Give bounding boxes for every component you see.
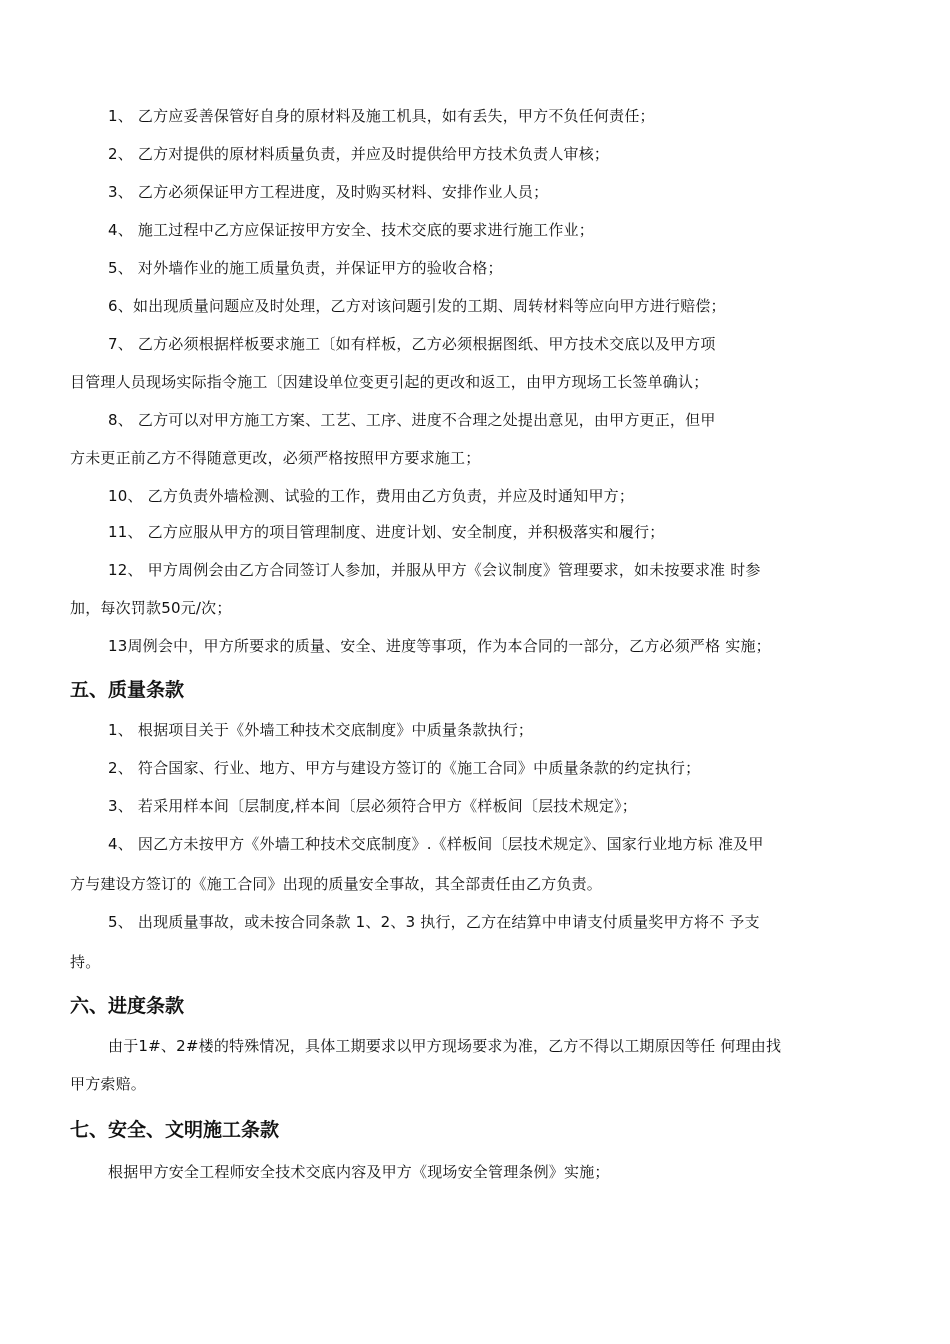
- clause-line: 2、 乙方对提供的原材料质量负责，并应及时提供给甲方技术负责人审核；: [108, 145, 610, 163]
- clause-line: 根据甲方安全工程师安全技术交底内容及甲方《现场安全管理条例》实施；: [108, 1163, 610, 1181]
- clause-line: 由于1#、2#楼的特殊情况，具体工期要求以甲方现场要求为准，乙方不得以工期原因等任 何理由找: [108, 1037, 782, 1055]
- clause-line: 4、 因乙方未按甲方《外墙工种技术交底制度》.《样板间〔层技术规定》、国家行业地方标 准及甲: [108, 835, 764, 853]
- clause-line: 7、 乙方必须根据样板要求施工〔如有样板，乙方必须根据图纸、甲方技术交底以及甲方项: [108, 335, 716, 353]
- clause-line: 3、 乙方必须保证甲方工程进度，及时购买材料、安排作业人员；: [108, 183, 549, 201]
- clause-line: 6、如出现质量问题应及时处理，乙方对该问题引发的工期、周转材料等应向甲方进行赔偿；: [108, 297, 726, 315]
- clause-line: 5、 对外墙作业的施工质量负责，并保证甲方的验收合格；: [108, 259, 503, 277]
- clause-line: 11、 乙方应服从甲方的项目管理制度、进度计划、安全制度，并积极落实和履行；: [108, 523, 665, 541]
- clause-line-continued: 持。: [70, 953, 101, 971]
- clause-line-continued: 甲方索赔。: [70, 1075, 147, 1093]
- clause-line: 8、 乙方可以对甲方施工方案、工艺、工序、进度不合理之处提出意见，由甲方更正，但甲: [108, 411, 716, 429]
- clause-line: 10、 乙方负责外墙检测、试验的工作，费用由乙方负责，并应及时通知甲方；: [108, 487, 635, 505]
- clause-line: 5、 出现质量事故，或未按合同条款 1、2、3 执行，乙方在结算中申请支付质量奖甲方将不 予支: [108, 913, 760, 931]
- clause-line: 4、 施工过程中乙方应保证按甲方安全、技术交底的要求进行施工作业；: [108, 221, 594, 239]
- section-heading-quality: 五、质量条款: [70, 679, 185, 701]
- clause-line-continued: 方与建设方签订的《施工合同》出现的质量安全事故，其全部责任由乙方负责。: [70, 875, 603, 893]
- clause-line: 3、 若采用样本间〔层制度,样本间〔层必须符合甲方《样板间〔层技术规定》；: [108, 797, 637, 815]
- clause-line: 2、 符合国家、行业、地方、甲方与建设方签订的《施工合同》中质量条款的约定执行；: [108, 759, 701, 777]
- section-heading-safety: 七、安全、文明施工条款: [70, 1119, 280, 1141]
- clause-line-continued: 目管理人员现场实际指令施工〔因建设单位变更引起的更改和返工，由甲方现场工长签单确认；: [70, 373, 709, 391]
- clause-line-continued: 方未更正前乙方不得随意更改，必须严格按照甲方要求施工；: [70, 449, 481, 467]
- clause-line-continued: 加，每次罚款50元/次；: [70, 599, 232, 617]
- clause-line: 1、 根据项目关于《外墙工种技术交底制度》中质量条款执行；: [108, 721, 534, 739]
- section-heading-schedule: 六、进度条款: [70, 995, 185, 1017]
- clause-line: 12、 甲方周例会由乙方合同签订人参加，并服从甲方《会议制度》管理要求，如未按要求准 时参: [108, 561, 761, 579]
- clause-line: 1、 乙方应妥善保管好自身的原材料及施工机具，如有丢失，甲方不负任何责任；: [108, 107, 655, 125]
- clause-line: 13周例会中，甲方所要求的质量、安全、进度等事项，作为本合同的一部分，乙方必须严格 实施；: [108, 637, 771, 655]
